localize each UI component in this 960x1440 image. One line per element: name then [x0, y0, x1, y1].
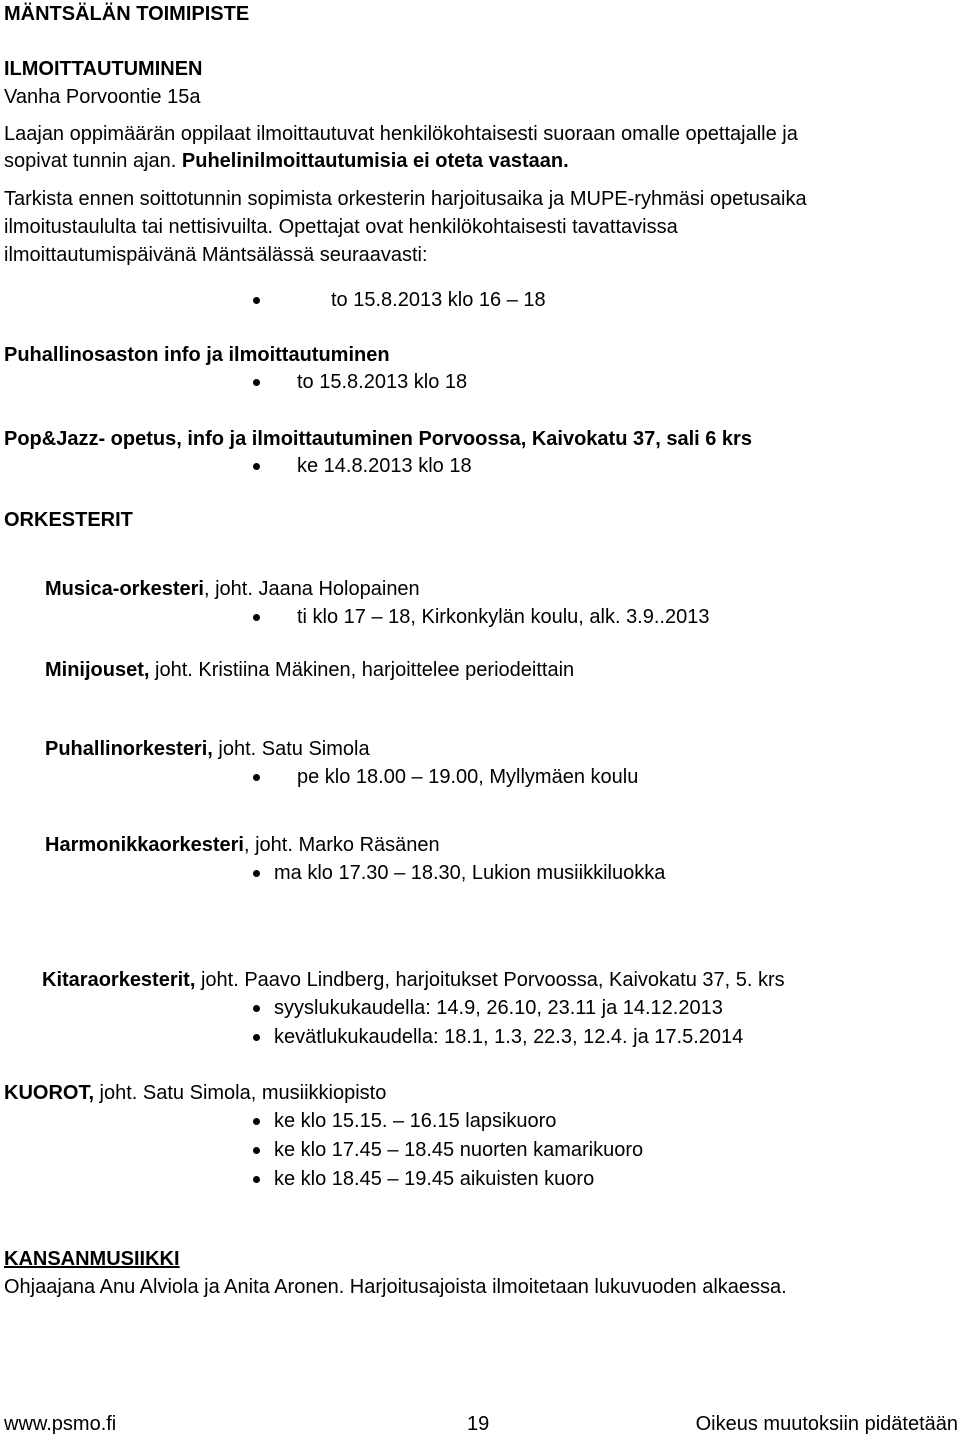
instruction-line [4, 213, 678, 242]
choir-item: ke klo 18.45 – 19.45 aikuisten kuoro [274, 1168, 595, 1190]
folk-heading: KANSANMUSIIKKI [4, 1248, 180, 1270]
bullet-icon [253, 1118, 260, 1125]
orchestra-time: ma klo 17.30 – 18.30, Lukion musiikkiluokka [274, 862, 666, 884]
orchestra-time: ti klo 17 – 18, Kirkonkylän koulu, alk. 3.9..2013 [297, 606, 710, 628]
registration-address: Vanha Porvoontie 15a [4, 86, 201, 108]
no-phone-notice: Puhelinilmoittautumisia ei oteta vastaan. [181, 150, 569, 172]
bullet-icon [253, 1005, 260, 1012]
orchestra-name: Musica-orkesteri [45, 578, 204, 600]
bullet-icon [253, 379, 260, 386]
choirs-heading: KUOROT, [4, 1082, 94, 1104]
bullet-icon [253, 1034, 260, 1041]
wind-orchestra [45, 735, 370, 764]
bullet-icon [253, 774, 260, 781]
orchestras-heading: ORKESTERIT [4, 509, 133, 531]
bullet-icon [253, 463, 260, 470]
footer-website: www.psmo.fi [4, 1413, 117, 1435]
choir-item: ke klo 15.15. – 16.15 lapsikuoro [274, 1110, 557, 1132]
wind-info-date: to 15.8.2013 klo 18 [297, 371, 468, 393]
guitar-autumn-dates: syyslukukaudella: 14.9, 26.10, 23.11 ja 14.12.2013 [274, 997, 723, 1019]
orchestra-conductor: joht. Paavo Lindberg, harjoitukset Porvoossa, Kaivokatu 37, 5. krs [195, 969, 785, 991]
orchestra-name: Puhallinorkesteri, [45, 738, 213, 760]
minijouset-orchestra [45, 656, 574, 685]
orchestra-conductor: joht. Kristiina Mäkinen, harjoittelee periodeittain [149, 659, 575, 681]
registration-heading: ILMOITTAUTUMINEN [4, 58, 203, 80]
instruction-line: ilmoittautumispäivänä Mäntsälässä seuraavasti: [4, 244, 428, 266]
bullet-icon [253, 1176, 260, 1183]
registration-date: to 15.8.2013 klo 16 – 18 [331, 289, 546, 311]
bullet-icon [253, 297, 260, 304]
guitar-orchestra [42, 966, 785, 995]
registration-paragraph-line: Laajan oppimäärän oppilaat ilmoittautuvat henkilökohtaisesti suoraan omalle opettajalle ja [4, 123, 798, 145]
orchestra-name: Minijouset, [45, 659, 150, 681]
musica-orchestra [45, 575, 420, 604]
guitar-spring-dates: kevätlukukaudella: 18.1, 1.3, 22.3, 12.4. ja 17.5.2014 [274, 1026, 744, 1048]
bullet-icon [253, 614, 260, 621]
orchestra-name: Kitaraorkesterit, [42, 969, 196, 991]
page-title: MÄNTSÄLÄN TOIMIPISTE [4, 3, 250, 25]
choirs-section [4, 1079, 386, 1108]
orchestra-conductor: joht. Satu Simola [212, 738, 370, 760]
registration-paragraph-line [4, 147, 569, 176]
orchestra-conductor: , joht. Marko Räsänen [243, 834, 440, 856]
wind-info-heading: Puhallinosaston info ja ilmoittautuminen [4, 344, 390, 366]
footer-page-number: 19 [467, 1413, 490, 1435]
choirs-conductor: joht. Satu Simola, musiikkiopisto [94, 1082, 387, 1104]
instruction-text: ilmoitustaululta tai nettisivuilta. [4, 216, 279, 238]
registration-text: sopivat tunnin ajan. [4, 150, 182, 172]
popjazz-heading: Pop&Jazz- opetus, info ja ilmoittautuminen Porvoossa, Kaivokatu 37, sali 6 krs [4, 428, 752, 450]
instruction-text: Opettajat ovat henkilökohtaisesti tavattavissa [278, 216, 678, 238]
folk-text: Ohjaajana Anu Alviola ja Anita Aronen. Harjoitusajoista ilmoitetaan lukuvuoden alkaessa. [4, 1276, 787, 1298]
orchestra-name: Harmonikkaorkesteri [45, 834, 244, 856]
instruction-line: Tarkista ennen soittotunnin sopimista orkesterin harjoitusaika ja MUPE-ryhmäsi opetusaika [4, 188, 807, 210]
orchestra-time: pe klo 18.00 – 19.00, Myllymäen koulu [297, 766, 639, 788]
popjazz-date: ke 14.8.2013 klo 18 [297, 455, 472, 477]
choir-item: ke klo 17.45 – 18.45 nuorten kamarikuoro [274, 1139, 644, 1161]
orchestra-conductor: , joht. Jaana Holopainen [203, 578, 420, 600]
bullet-icon [253, 870, 260, 877]
accordion-orchestra [45, 831, 440, 860]
bullet-icon [253, 1147, 260, 1154]
footer-disclaimer: Oikeus muutoksiin pidätetään [695, 1413, 958, 1435]
